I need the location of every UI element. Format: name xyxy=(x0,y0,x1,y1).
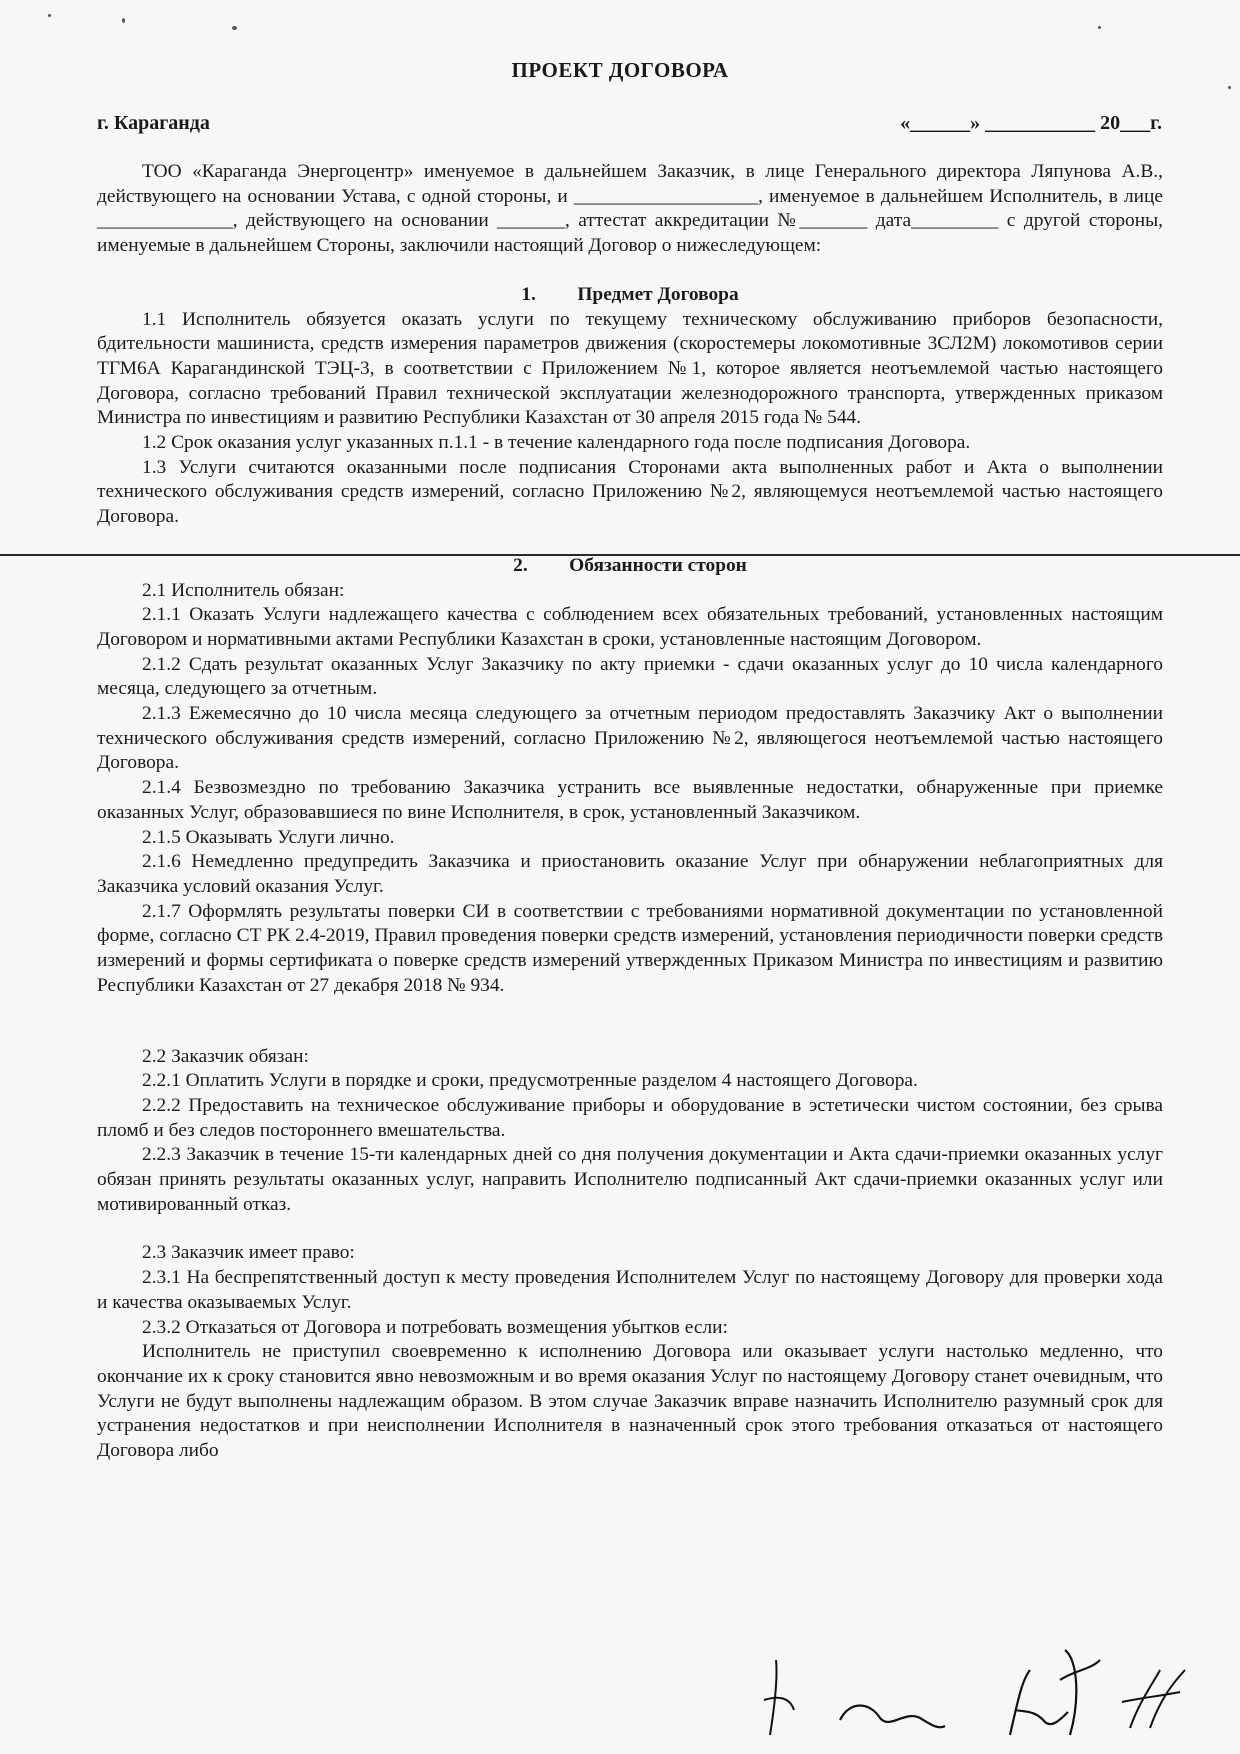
date-field: «______» ___________ 20___г. xyxy=(900,112,1162,134)
clause-2-1-4: 2.1.4 Безвозмездно по требованию Заказчика устранить все выявленные недостатки, обнаруженные при приемке оказанных Услуг, образовавшиеся по вине Исполнителя, в срок, установленный Заказчиком. xyxy=(97,777,1163,823)
clause-2-2-3: 2.2.3 Заказчик в течение 15-ти календарных дней со дня получения документации и Акта сдачи-приемки оказанных услуг обязан принять результаты оказанных услуг, направить Исполнителю подписанный Акт сдачи-приемки оказанных услуг или мотивированный отказ. xyxy=(97,1144,1163,1215)
section-2-heading xyxy=(97,554,1163,579)
city-label: г. Караганда xyxy=(97,112,210,134)
clause-2-3-1: 2.3.1 На беспрепятственный доступ к месту проведения Исполнителем Услуг по настоящему Договору для проверки хода и качества оказываемых Услуг. xyxy=(97,1267,1163,1313)
section-1-title: Предмет Договора xyxy=(577,283,739,305)
section-2-title: Обязанности сторон xyxy=(569,554,747,576)
clause-2-2-2: 2.2.2 Предоставить на техническое обслуживание приборы и оборудование в эстетически чистом состоянии, без срыва пломб и без следов постороннего вмешательства. xyxy=(97,1094,1163,1141)
handwritten-signatures xyxy=(760,1640,1200,1750)
section-1-number: 1. xyxy=(521,283,536,305)
clause-2-1: 2.1 Исполнитель обязан: xyxy=(142,579,345,601)
scan-speck xyxy=(1098,26,1101,29)
clause-2-1-5: 2.1.5 Оказывать Услуги лично. xyxy=(142,826,395,848)
clause-2-2: 2.2 Заказчик обязан: xyxy=(142,1045,309,1067)
clause-2-1-6: 2.1.6 Немедленно предупредить Заказчика и приостановить оказание Услуг при обнаружении неблагоприятных для Заказчика условий оказания Услуг. xyxy=(97,851,1163,897)
clause-2-3-2: 2.3.2 Отказаться от Договора и потребовать возмещения убытков если: xyxy=(142,1316,728,1338)
clause-2-1-1: 2.1.1 Оказать Услуги надлежащего качества с соблюдением всех обязательных требований, установленных настоящим Договором и нормативными актами Республики Казахстан в сроки, установленные настоящим Договором. xyxy=(97,604,1163,650)
clause-2-1-2: 2.1.2 Сдать результат оказанных Услуг Заказчику по акту приемки - сдачи оказанных услуг до 10 числа календарного месяца, следующего за отчетным. xyxy=(97,653,1163,700)
clause-1-1: 1.1 Исполнитель обязуется оказать услуги по текущему техническому обслуживанию приборов безопасности, бдительности машиниста, средств измерения параметров движения (скоростемеры локомотивные 3СЛ2М) локомотивов серии ТГМ6А Карагандинской ТЭЦ-3, в соответствии с Приложением №1, которое является неотъемлемой частью настоящего Договора, согласно требований Правил технической эксплуатации железнодорожного транспорта, утвержденных приказом Министра по инвестициям и развитию Республики Казахстан от 30 апреля 2015 года № 544. xyxy=(97,308,1163,429)
section-2-number: 2. xyxy=(513,554,528,576)
scan-speck xyxy=(1228,86,1231,89)
section-1-heading xyxy=(97,283,1163,308)
clause-2-1-7: 2.1.7 Оформлять результаты поверки СИ в соответствии с требованиями нормативной документации по установленной форме, согласно СТ РК 2.4-2019, Правил проведения поверки средств измерений, установления периодичности поверки средств измерений и формы сертификата о поверке средств измерений утвержденных Приказом Министра по инвестициям и развитию Республики Казахстан от 27 декабря 2018 № 934. xyxy=(97,900,1163,996)
clause-2-1-3: 2.1.3 Ежемесячно до 10 числа месяца следующего за отчетным периодом предоставлять Заказчику Акт о выполнении технического обслуживания средств измерений, согласно Приложению №2, являющегося неотъемлемой частью настоящего Договора. xyxy=(97,703,1163,774)
clause-1-2: 1.2 Срок оказания услуг указанных п.1.1 - в течение календарного года после подписания Договора. xyxy=(142,432,971,454)
preamble: ТОО «Караганда Энергоцентр» именуемое в дальнейшем Заказчик, в лице Генерального директора Ляпунова А.В., действующего на основании Устава, с одной стороны, и ___________________, именуемое в дальнейшем Исполнитель, в лице ______________, действующего на основании _______, аттестат аккредитации №_______ дата_________ с другой стороны, именуемые в дальнейшем Стороны, заключили настоящий Договор о нижеследующем: xyxy=(97,161,1163,257)
document-title: ПРОЕКТ ДОГОВОРА xyxy=(511,58,729,82)
scan-speck xyxy=(232,26,237,30)
document-body xyxy=(97,160,1163,1464)
clause-1-3: 1.3 Услуги считаются оказанными после подписания Сторонами акта выполненных работ и Акта о выполнении технического обслуживания средств измерений, согласно Приложению №2, являющемуся неотъемлемой частью настоящего Договора. xyxy=(97,456,1163,528)
clause-2-3: 2.3 Заказчик имеет право: xyxy=(142,1242,355,1264)
clause-2-3-2-text: Исполнитель не приступил своевременно к исполнению Договора или оказывает услуги настолько медленно, что окончание их к сроку становится явно невозможным и во время оказания Услуг по настоящему Договору станет очевидным, что Услуги не будут выполнены надлежащим образом. В этом случае Заказчик вправе назначить Исполнителю разумный срок для устранения недостатков и при неисполнении Исполнителя в назначенный срок этого требования отказаться от настоящего Договора либо xyxy=(97,1341,1163,1462)
scan-speck xyxy=(48,14,51,17)
clause-2-2-1: 2.2.1 Оплатить Услуги в порядке и сроки, предусмотренные разделом 4 настоящего Договора. xyxy=(142,1070,918,1092)
scan-speck xyxy=(122,18,125,23)
